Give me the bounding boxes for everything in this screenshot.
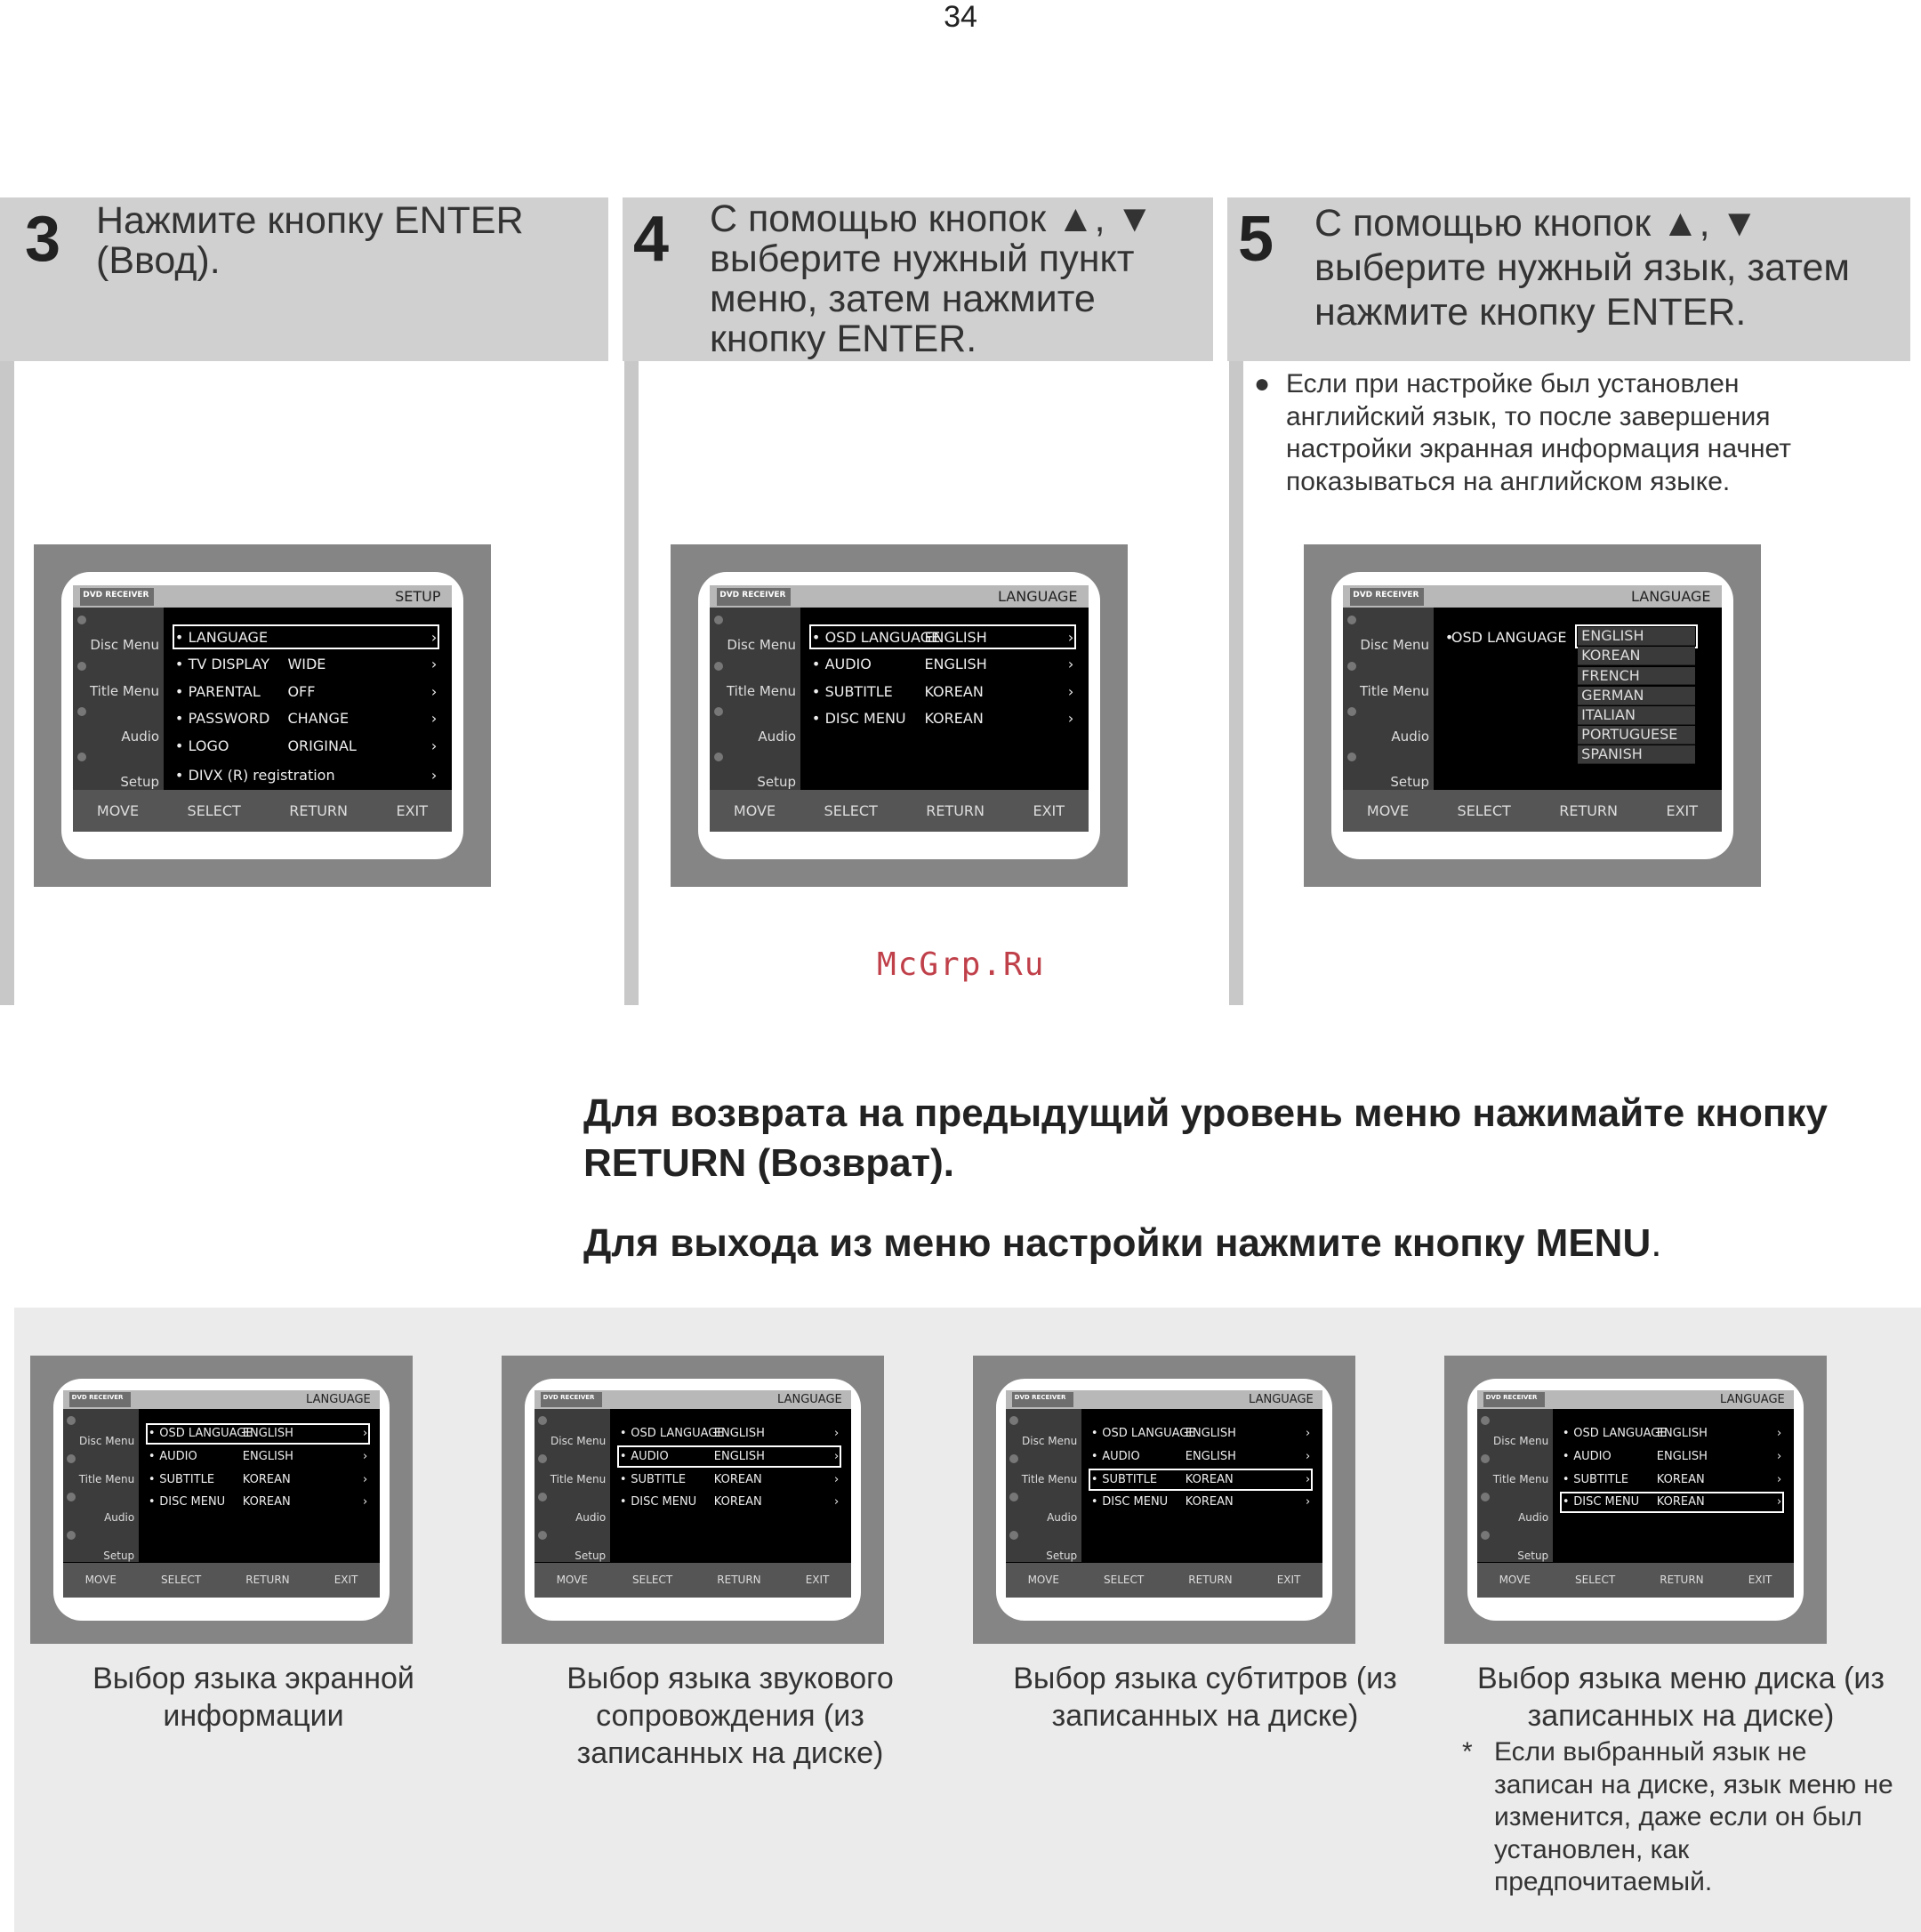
step-5-rule: [1229, 361, 1243, 1005]
gear-icon: [77, 753, 86, 761]
menu-row-audio[interactable]: • AUDIO ENGLISH ›: [1090, 1450, 1311, 1464]
osd-brand: DVD RECEIVER: [1483, 1392, 1546, 1407]
option-italian[interactable]: ITALIAN: [1578, 706, 1695, 725]
footer-move: MOVE: [1366, 802, 1410, 820]
footer-exit: EXIT: [1033, 802, 1065, 820]
osd-brand: DVD RECEIVER: [1350, 588, 1424, 606]
osd-brand: DVD RECEIVER: [717, 588, 791, 606]
step-5-note: Если при настройке был установлен английский язык, то после завершения настройки экранная информация начнет показываться на английском языке.: [1286, 369, 1791, 496]
return-instruction: Для возврата на предыдущий уровень меню нажимайте кнопку RETURN (Возврат).: [583, 1091, 1828, 1185]
menu-row-disc-menu[interactable]: • DISC MENU KOREAN ›: [1090, 1495, 1311, 1509]
disc-icon: [77, 616, 86, 624]
footer-select: SELECT: [632, 1574, 673, 1587]
speaker-icon: [538, 1493, 547, 1501]
sidebar-setup: Setup: [1517, 1550, 1549, 1563]
page-number: 34: [944, 0, 977, 34]
footer-move: MOVE: [733, 802, 776, 820]
menu-row-osd-language[interactable]: • OSD LANGUAGE ENGLISH ›: [1090, 1427, 1311, 1441]
osd-brand: DVD RECEIVER: [69, 1392, 132, 1407]
footer-return: RETURN: [289, 802, 349, 820]
sidebar-audio: Audio: [758, 728, 797, 745]
footer-select: SELECT: [1575, 1574, 1616, 1587]
menu-row-divx[interactable]: • DIVX (R) registration ›: [174, 767, 438, 785]
disc-icon: [1009, 1416, 1018, 1425]
osd-title: LANGUAGE: [998, 588, 1078, 606]
menu-row-disc-menu[interactable]: • DISC MENU KOREAN ›: [148, 1495, 368, 1509]
footer-exit: EXIT: [1276, 1574, 1301, 1587]
footer-move: MOVE: [1027, 1574, 1059, 1587]
gear-icon: [1009, 1531, 1018, 1540]
tv-bottom-disc-menu: [1444, 1356, 1827, 1644]
title-icon: [1481, 1454, 1490, 1463]
footer-move: MOVE: [556, 1574, 588, 1587]
menu-row-osd-language[interactable]: • OSD LANGUAGE ENGLISH ›: [148, 1427, 368, 1441]
step-3-text: Нажмите кнопку ENTER (Ввод).: [96, 199, 524, 282]
sidebar-title-menu: Title Menu: [726, 682, 797, 699]
menu-row-subtitle[interactable]: • SUBTITLE KOREAN ›: [148, 1472, 368, 1486]
footer-return: RETURN: [926, 802, 985, 820]
menu-row-audio[interactable]: • AUDIO ENGLISH ›: [619, 1450, 840, 1464]
bullet-dot: ●: [1254, 369, 1271, 398]
footer-return: RETURN: [1559, 802, 1619, 820]
title-icon: [538, 1454, 547, 1463]
sidebar-title-menu: Title Menu: [78, 1473, 135, 1486]
disc-icon: [538, 1416, 547, 1425]
footer-exit: EXIT: [334, 1574, 358, 1587]
sidebar-disc-menu: Disc Menu: [90, 637, 160, 654]
menu-row-password[interactable]: • PASSWORD CHANGE ›: [174, 710, 438, 728]
tv-bottom-osd: [30, 1356, 413, 1644]
tv-bottom-subtitle: [973, 1356, 1355, 1644]
sidebar-setup: Setup: [1046, 1550, 1078, 1563]
sidebar-setup: Setup: [1390, 774, 1430, 791]
option-portuguese[interactable]: PORTUGUESE: [1578, 726, 1695, 745]
option-spanish[interactable]: SPANISH: [1578, 745, 1695, 764]
menu-row-osd-language[interactable]: • OSD LANGUAGE ENGLISH ›: [619, 1427, 840, 1441]
sidebar-audio: Audio: [1518, 1511, 1549, 1525]
disc-icon: [714, 616, 723, 624]
disc-icon: [67, 1416, 76, 1425]
sidebar-disc-menu: Disc Menu: [727, 637, 797, 654]
footer-select: SELECT: [161, 1574, 202, 1587]
title-icon: [77, 662, 86, 671]
caption-subtitle-language: Выбор языка субтитров (из записанных на диске): [1013, 1662, 1397, 1733]
footer-select: SELECT: [187, 802, 241, 820]
tv-language-screen: [671, 544, 1128, 887]
sidebar-setup: Setup: [575, 1550, 607, 1563]
speaker-icon: [1009, 1493, 1018, 1501]
sidebar-disc-menu: Disc Menu: [551, 1435, 607, 1447]
menu-row-subtitle[interactable]: • SUBTITLE KOREAN ›: [1562, 1472, 1782, 1486]
menu-row-parental[interactable]: • PARENTAL OFF ›: [174, 682, 438, 700]
step-4-rule: [624, 361, 639, 1005]
step-4-number: 4: [633, 204, 670, 275]
menu-row-subtitle[interactable]: • SUBTITLE KOREAN ›: [619, 1472, 840, 1486]
speaker-icon: [1347, 707, 1356, 716]
sidebar-audio: Audio: [121, 728, 160, 745]
tv-setup-screen: [34, 544, 491, 887]
menu-row-subtitle[interactable]: • SUBTITLE KOREAN ›: [1090, 1472, 1311, 1486]
menu-row-tv-display[interactable]: • TV DISPLAY WIDE ›: [174, 656, 438, 673]
option-english[interactable]: ENGLISH: [1578, 627, 1695, 646]
speaker-icon: [67, 1493, 76, 1501]
menu-row-osd-language[interactable]: • OSD LANGUAGE ENGLISH ›: [1562, 1427, 1782, 1441]
title-icon: [67, 1454, 76, 1463]
step-4-text: С помощью кнопок ▲, ▼ выберите нужный пункт меню, затем нажмите кнопку ENTER.: [710, 197, 1154, 360]
footer-return: RETURN: [245, 1574, 290, 1587]
osd-brand: DVD RECEIVER: [541, 1392, 603, 1407]
footer-exit: EXIT: [1748, 1574, 1772, 1587]
caption-osd-language: Выбор языка экранной информации: [92, 1662, 414, 1733]
sidebar-title-menu: Title Menu: [1021, 1473, 1078, 1486]
sidebar-disc-menu: Disc Menu: [1022, 1435, 1078, 1447]
osd-title: LANGUAGE: [1720, 1392, 1785, 1406]
menu-row-disc-menu[interactable]: • DISC MENU KOREAN ›: [619, 1495, 840, 1509]
step-5-text: С помощью кнопок ▲, ▼ выберите нужный язык, затем нажмите кнопку ENTER.: [1314, 202, 1850, 334]
sidebar-audio: Audio: [104, 1511, 135, 1525]
sidebar-title-menu: Title Menu: [1359, 682, 1430, 699]
speaker-icon: [77, 707, 86, 716]
sidebar-title-menu: Title Menu: [1492, 1473, 1549, 1486]
menu-row-disc-menu[interactable]: • DISC MENU KOREAN ›: [811, 710, 1074, 728]
osd-title: LANGUAGE: [1249, 1392, 1314, 1406]
menu-row-audio[interactable]: • AUDIO ENGLISH ›: [1562, 1450, 1782, 1464]
option-french[interactable]: FRENCH: [1578, 667, 1695, 686]
menu-row-osd-language: • OSD LANGUAGE: [1444, 628, 1567, 646]
footer-exit: EXIT: [1666, 802, 1699, 820]
tv-bottom-audio: [502, 1356, 884, 1644]
sidebar-audio: Audio: [1047, 1511, 1078, 1525]
footer-exit: EXIT: [396, 802, 429, 820]
speaker-icon: [1481, 1493, 1490, 1501]
footer-move: MOVE: [84, 1574, 117, 1587]
footer-move: MOVE: [1499, 1574, 1531, 1587]
title-icon: [1347, 662, 1356, 671]
gear-icon: [538, 1531, 547, 1540]
footer-return: RETURN: [1188, 1574, 1233, 1587]
title-icon: [714, 662, 723, 671]
gear-icon: [1481, 1531, 1490, 1540]
sidebar-setup: Setup: [757, 774, 797, 791]
gear-icon: [67, 1531, 76, 1540]
menu-row-disc-menu[interactable]: • DISC MENU KOREAN ›: [1562, 1495, 1782, 1509]
sidebar-setup: Setup: [103, 1550, 135, 1563]
footer-exit: EXIT: [805, 1574, 830, 1587]
disc-icon: [1347, 616, 1356, 624]
menu-row-logo[interactable]: • LOGO ORIGINAL ›: [174, 737, 438, 754]
footer-move: MOVE: [96, 802, 140, 820]
gear-icon: [1347, 753, 1356, 761]
option-german[interactable]: GERMAN: [1578, 687, 1695, 705]
speaker-icon: [714, 707, 723, 716]
footer-select: SELECT: [1104, 1574, 1145, 1587]
title-icon: [1009, 1454, 1018, 1463]
footer-return: RETURN: [717, 1574, 761, 1587]
sidebar-audio: Audio: [1391, 728, 1430, 745]
osd-title: LANGUAGE: [306, 1392, 371, 1406]
osd-title: LANGUAGE: [777, 1392, 842, 1406]
osd-title: SETUP: [395, 588, 441, 606]
footer-select: SELECT: [824, 802, 878, 820]
watermark: McGrp.Ru: [877, 946, 1046, 983]
footer-select: SELECT: [1457, 802, 1511, 820]
exit-instruction: Для выхода из меню настройки нажмите кнопку MENU.: [583, 1221, 1662, 1265]
menu-row-subtitle[interactable]: • SUBTITLE KOREAN ›: [811, 682, 1074, 700]
menu-row-audio[interactable]: • AUDIO ENGLISH ›: [148, 1450, 368, 1464]
sidebar-title-menu: Title Menu: [89, 682, 160, 699]
sidebar-setup: Setup: [120, 774, 160, 791]
footnote-mark: *: [1462, 1737, 1473, 1767]
osd-title: LANGUAGE: [1631, 588, 1711, 606]
step-3-number: 3: [25, 204, 61, 275]
footer-return: RETURN: [1660, 1574, 1704, 1587]
menu-row-osd-language[interactable]: • OSD LANGUAGE ENGLISH ›: [811, 628, 1074, 646]
sidebar-audio: Audio: [575, 1511, 607, 1525]
disc-icon: [1481, 1416, 1490, 1425]
caption-audio-language: Выбор языка звукового сопровождения (из записанных на диске): [567, 1662, 894, 1770]
gear-icon: [714, 753, 723, 761]
option-korean[interactable]: KOREAN: [1578, 647, 1695, 665]
osd-brand: DVD RECEIVER: [1012, 1392, 1074, 1407]
sidebar-disc-menu: Disc Menu: [79, 1435, 135, 1447]
sidebar-disc-menu: Disc Menu: [1360, 637, 1430, 654]
menu-row-language[interactable]: • LANGUAGE ›: [174, 628, 438, 646]
step-5-number: 5: [1238, 204, 1274, 275]
caption-disc-menu-language: Выбор языка меню диска (из записанных на диске): [1477, 1662, 1885, 1733]
sidebar-title-menu: Title Menu: [550, 1473, 607, 1486]
footnote-text: Если выбранный язык не записан на диске, язык меню не изменится, даже если он был установлен, как предпочитаемый.: [1494, 1737, 1893, 1896]
tv-osd-language-options: [1304, 544, 1761, 887]
osd-brand: DVD RECEIVER: [80, 588, 154, 606]
step-3-rule: [0, 361, 14, 1005]
menu-row-audio[interactable]: • AUDIO ENGLISH ›: [811, 656, 1074, 673]
sidebar-disc-menu: Disc Menu: [1493, 1435, 1549, 1447]
